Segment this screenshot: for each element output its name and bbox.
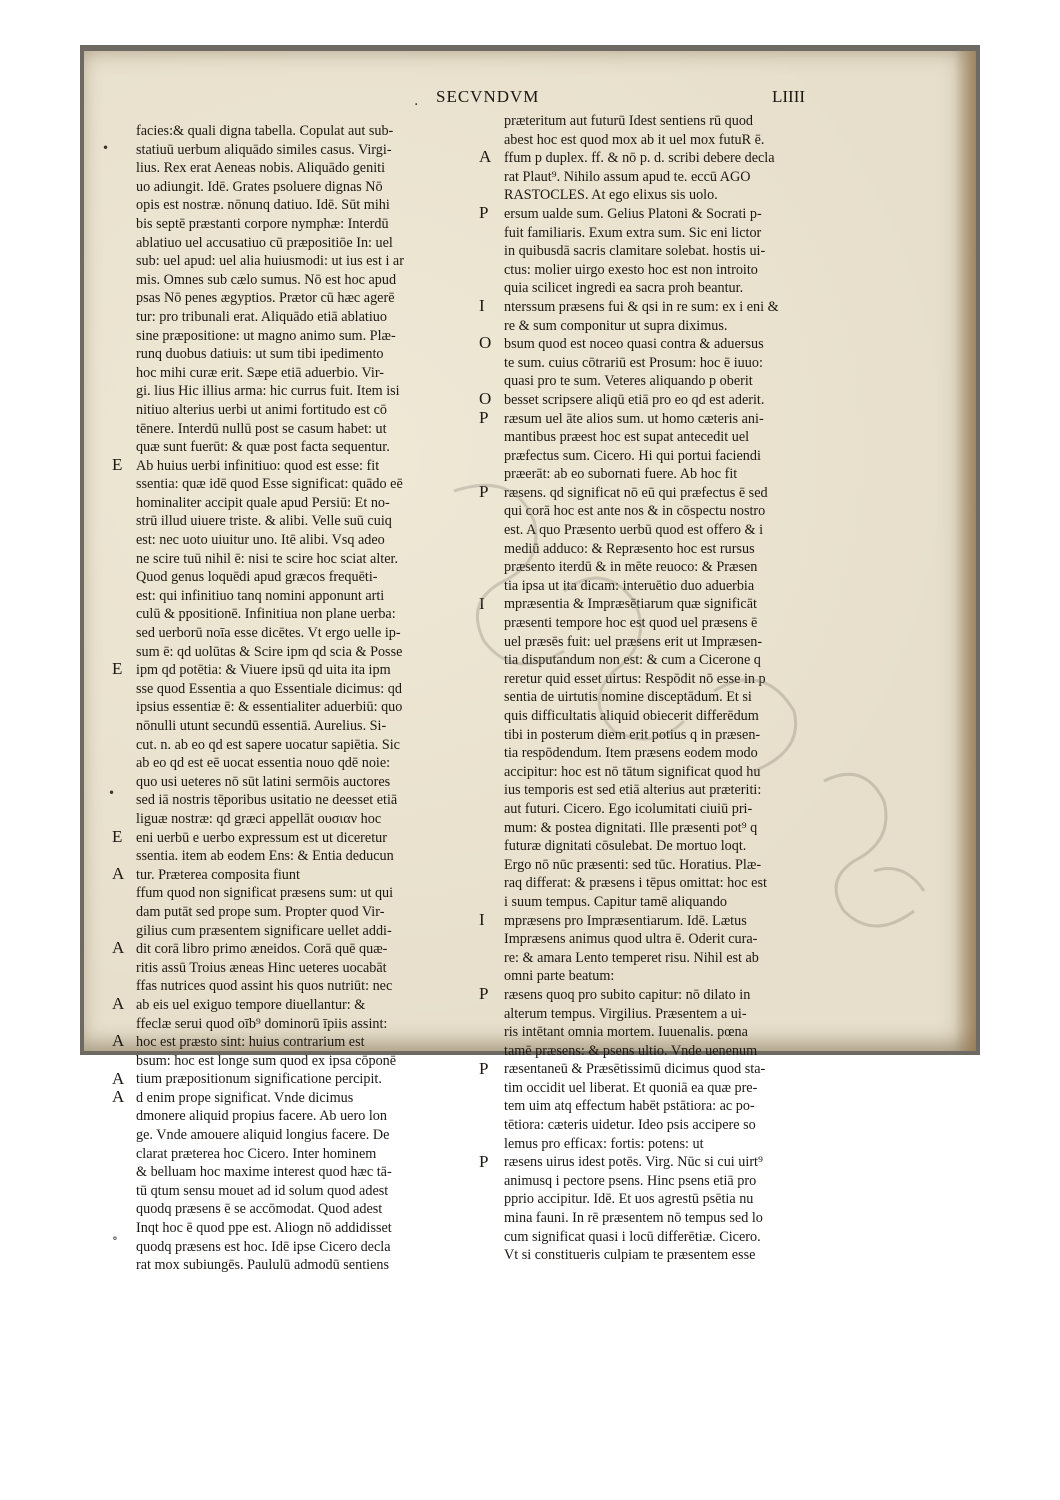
text-line: est: qui infinitiuo tanq nomini apponunt arti bbox=[136, 587, 385, 604]
text-line: Ab huius uerbi infinitiuo: quod est esse: fit bbox=[136, 457, 380, 474]
text-line: besset scripsere aliqū etiā pro eo qd est aderit. bbox=[504, 391, 765, 408]
text-line: mpræsens pro Impræsentiarum. Idē. Lætus bbox=[504, 912, 747, 929]
text-line: bsum quod est noceo quasi contra & aduersus bbox=[504, 336, 764, 353]
text-line: quodq præsens est hoc. Idē ipse Cicero decla bbox=[136, 1238, 391, 1255]
scanned-page-frame bbox=[80, 45, 980, 1274]
text-line: tū qtum sensu mouet ad id solum quod adest bbox=[136, 1182, 389, 1199]
running-head bbox=[84, 51, 976, 109]
text-line: i suum tempus. Capitur tamē aliquando bbox=[504, 893, 728, 910]
text-line: sed uerborū noīa esse dicētes. Vt ergo uelle ip- bbox=[136, 625, 401, 642]
text-line: ius temporis est sed etiā alterius aut præteriti: bbox=[504, 782, 762, 799]
text-line: reretur quid esset uirtus: Respōdit nō esse in p bbox=[504, 670, 766, 687]
text-line: facies:& quali digna tabella. Copulat aut sub- bbox=[136, 123, 394, 139]
text-line: RASTOCLES. At ego elixus sis uolo. bbox=[504, 187, 718, 204]
running-head-title: SECVNDVM bbox=[436, 87, 540, 106]
text-line: sentia de uirtutis nomine disceptādum. Et si bbox=[504, 689, 752, 706]
text-line: ffeclæ serui quod oīb⁹ dominorū īpiis assint: bbox=[136, 1015, 388, 1032]
text-line: culū & ppositionē. Infinitiua non plane uerba: bbox=[136, 606, 396, 623]
text-line: est. A quo Præsento uerbū quod est offero & i bbox=[504, 522, 764, 539]
text-line: eni uerbū e uerbo expressum est ut diceretur bbox=[136, 829, 387, 846]
text-line: Quod genus loquēdi apud græcos frequēti- bbox=[136, 569, 378, 586]
text-line: tur: pro tribunali erat. Aliquādo etiā ablatiuo bbox=[136, 308, 387, 325]
text-line: d enim prope significat. Vnde dicimus bbox=[136, 1089, 354, 1106]
text-line: ipsius essentiæ ē: & essentialiter aduerbiū: quo bbox=[136, 699, 403, 716]
text-line: uo adiungit. Idē. Grates psoluere dignas Nō bbox=[136, 178, 383, 195]
running-head-mark: . bbox=[414, 93, 419, 109]
text-line: nitiuo alterius uerbi ut animi fortitudo est cō bbox=[136, 401, 387, 418]
left-text-column bbox=[136, 122, 476, 1275]
text-line: mis. Omnes sub cælo sumus. Nō est hoc apud bbox=[136, 271, 397, 288]
text-line: ræsum uel āte alios sum. ut homo cæteris ani- bbox=[504, 410, 764, 427]
text-line: ablatiuo uel accusatiuo cū præpositiōe In: uel bbox=[136, 234, 393, 251]
text-line: ab eo qd est eē uocat essentia nouo qdē noie: bbox=[136, 755, 391, 772]
margin-initial: I bbox=[479, 296, 485, 315]
text-line: ersum ualde sum. Gelius Platoni & Socrati p- bbox=[504, 205, 762, 222]
text-line: sub: uel apud: uel alia huiusmodi: ut ius est i ar bbox=[136, 253, 404, 270]
margin-initial: P bbox=[479, 203, 489, 222]
text-line: tia ipsa ut ita dicam: interuētio duo aduerbia bbox=[504, 577, 755, 594]
text-line: sed iā nostris tēporibus usitatio ne deesset etiā bbox=[136, 792, 398, 809]
margin-initial: E bbox=[112, 454, 123, 474]
text-line: quasi pro te sum. Veteres aliquando p oberit bbox=[504, 373, 753, 390]
text-line: hominaliter accipit quale apud Persiū: Et no- bbox=[136, 494, 390, 511]
text-line: præsenti tempore hoc est quod uel præsens ē bbox=[504, 615, 758, 632]
text-line: ge. Vnde amouere aliquid longius facere. De bbox=[136, 1127, 390, 1144]
page-edge-shadow bbox=[954, 51, 976, 1051]
text-line: mum: & postea dignitati. Ille præsenti pot⁹ q bbox=[504, 819, 758, 836]
text-line: tētiora: cæteris uidetur. Ideo psis accipere so bbox=[504, 1117, 756, 1134]
text-line: psas Nō penes ægyptios. Prætor cū hæc agerē bbox=[136, 290, 395, 307]
margin-initial: I bbox=[479, 909, 485, 929]
text-line: tia respōdendum. Item præsens eodem modo bbox=[504, 745, 758, 762]
text-line: hoc est præsto sint: huius contrarium est bbox=[136, 1034, 365, 1051]
text-line: futuræ dignitati cōsulebat. De mortuo loqt. bbox=[504, 838, 747, 855]
text-line: ræsentaneū & Præsētissimū dicimus quod sta- bbox=[504, 1061, 766, 1078]
text-line: liguæ nostræ: qd græci appellāt ουσιαν hoc bbox=[136, 810, 382, 827]
text-line: quia scilicet ingredi ea sacra proh beantur. bbox=[504, 280, 744, 297]
text-line: tamē præsens: & psens ultio. Vnde uenenum bbox=[504, 1042, 758, 1059]
text-line: aut futuri. Cicero. Ego icolumitati ciuiū pri- bbox=[504, 800, 753, 817]
text-line: tim occidit uel liberat. Et quoniā ea quæ pre- bbox=[504, 1079, 758, 1096]
text-line: abest hoc est quod mox ab it uel mox futuR ē. bbox=[504, 131, 765, 148]
text-line: mediū adduco: & Repræsento hoc est rursus bbox=[504, 540, 755, 557]
right-text-column bbox=[504, 112, 844, 1265]
text-line: strū illud uiuere triste. & alibi. Velle suū cuiq bbox=[136, 513, 392, 530]
margin-initial: A bbox=[479, 147, 492, 167]
text-line: præerāt: ab eo subornati fuere. Ab hoc fit bbox=[504, 466, 738, 483]
text-line: præteritum aut futurū Idest sentiens rū quod bbox=[504, 113, 754, 129]
text-line: statiuū uerbum aliquādo similes casus. Virgi- bbox=[136, 141, 392, 158]
text-line: tibi in posterum diem erit potius q in præsen- bbox=[504, 726, 761, 743]
margin-initial: E bbox=[112, 659, 123, 679]
margin-initial: A bbox=[112, 1031, 125, 1051]
margin-initial: P bbox=[479, 407, 489, 427]
margin-initial: I bbox=[479, 593, 485, 613]
text-line: præsento iterdū & in mēte reuoco: & Præsen bbox=[504, 559, 758, 576]
text-line: rat Plaut⁹. Nihilo assum apud te. eccū AGO bbox=[504, 168, 751, 185]
margin-initial: P bbox=[479, 984, 489, 1004]
text-line: bis septē præstanti corpore nymphæ: Interdū bbox=[136, 215, 389, 232]
text-line: lius. Rex erat Aeneas nobis. Aliquādo geniti bbox=[136, 160, 386, 177]
text-line: re & sum componitur ut supra diximus. bbox=[504, 317, 728, 334]
text-line: gi. lius Hic illius arma: hic currus fuit. Item isi bbox=[136, 383, 400, 400]
text-line: mpræsentia & Impræsētiarum quæ significāt bbox=[504, 596, 757, 613]
text-line: ab eis uel exiguo tempore diuellantur: & bbox=[136, 996, 366, 1013]
text-line: Impræsens animus quod ultra ē. Oderit cura- bbox=[504, 931, 758, 948]
text-line: dit corā libro primo æneidos. Corā quē quæ- bbox=[136, 941, 388, 958]
text-line: cum significat quasi i locū differētiæ. Cicero. bbox=[504, 1228, 761, 1245]
text-line: quis difficultatis aliquid obiecerit differēdum bbox=[504, 708, 759, 724]
text-line: quo usi ueteres nō sūt latini sermōis auctores bbox=[136, 773, 391, 790]
text-line: te sum. cuius cōtrariū est Prosum: hoc ē iuuo: bbox=[504, 354, 763, 371]
text-line: ræsens. qd significat nō eū qui præfectus ē sed bbox=[504, 484, 768, 501]
text-line: ctus: molier uirgo exesto hoc est non introito bbox=[504, 261, 758, 278]
text-line: nōnulli utunt secundū essentiā. Aurelius. Si- bbox=[136, 718, 387, 734]
text-line: opis est nostræ. nōnunq datiuo. Idē. Sūt mihi bbox=[136, 197, 390, 214]
text-line: Inqt hoc ē quod ppe est. Aliogn nō addidisset bbox=[136, 1220, 392, 1237]
text-line: ssentia. item ab eodem Ens: & Entia deducun bbox=[136, 848, 394, 865]
text-line: ne scire tuū nihil ē: nisi te scire hoc sciat alter. bbox=[136, 550, 398, 567]
text-line: ræsens uirus idest potēs. Virg. Nūc si cui uirt⁹ bbox=[504, 1154, 763, 1171]
text-line: hoc mihi curæ erit. Sæpe etiā aduerbio. Vir- bbox=[136, 364, 385, 381]
ink-speck: • bbox=[102, 141, 110, 155]
ink-speck: • bbox=[108, 786, 116, 800]
margin-initial: A bbox=[112, 994, 125, 1014]
text-line: qui corā hoc est ante nos & in cōspectu nostro bbox=[504, 503, 766, 520]
text-line: bsum: hoc est longe sum quod ex ipsa cōponē bbox=[136, 1052, 397, 1069]
text-line: ffum p duplex. ff. & nō p. d. scribi debere decla bbox=[504, 150, 775, 167]
text-line: dmonere aliquid propius facere. Ab uero lon bbox=[136, 1108, 387, 1125]
text-line: ræsens quoq pro subito capitur: nō dilato in bbox=[504, 986, 751, 1003]
margin-initial: A bbox=[112, 1087, 125, 1107]
margin-initial: E bbox=[112, 826, 123, 846]
text-line: & belluam hoc maxime interest quod hæc tā- bbox=[136, 1164, 392, 1181]
text-line: clarat præterea hoc Cicero. Inter hominem bbox=[136, 1145, 377, 1162]
text-line: Vt si constitueris culpiam te præsentem esse bbox=[504, 1247, 756, 1264]
text-line: rat mox subiungēs. Paululū admodū sentiens bbox=[136, 1257, 389, 1274]
text-line: præfectus sum. Cicero. Hi qui portui faciendi bbox=[504, 447, 761, 464]
text-line: alterum tempus. Virgilius. Præsentem a ui- bbox=[504, 1005, 747, 1022]
text-line: ffum quod non significat præsens sum: ut qui bbox=[136, 885, 394, 902]
text-line: mantibus præest hoc est supat antecedit uel bbox=[504, 429, 750, 446]
text-line: cut. n. ab eo qd est sapere uocatur sapiētia. Sic bbox=[136, 736, 400, 753]
text-line: Ergo nō nūc præsenti: sed tūc. Horatius. Plæ- bbox=[504, 856, 762, 873]
text-line: in quibusdā sacris clamitare solebat. hostis ui- bbox=[504, 243, 766, 260]
text-line: raq differat: & præsens i tēpus omittat: hoc est bbox=[504, 875, 767, 892]
text-line: tium præpositionum significatione percipit. bbox=[136, 1071, 382, 1088]
text-line: mina fauni. In rē præsentem nō tempus sed lo bbox=[504, 1210, 763, 1227]
margin-initial: P bbox=[479, 1151, 489, 1171]
text-line: nterssum præsens fui & qsi in re sum: ex i eni & bbox=[504, 298, 779, 315]
text-line: ris intētant omnia mortem. Iuuenalis. pœna bbox=[504, 1024, 748, 1041]
ink-speck: ∘ bbox=[112, 1231, 118, 1245]
text-line: runq duobus datiuis: ut sum tibi ipedimento bbox=[136, 346, 384, 363]
text-line: gilius cum præsentem significare uellet addi- bbox=[136, 922, 392, 939]
text-line: quæ sunt fuerūt: & quæ post facta sequentur. bbox=[136, 439, 390, 456]
text-line: omni parte beatum: bbox=[504, 968, 615, 985]
text-line: tur. Præterea composita fiunt bbox=[136, 866, 300, 883]
text-line: tem uim atq effectum habēt pstātiora: ac po- bbox=[504, 1098, 755, 1115]
text-line: ritis assū Troius æneas Hinc ueteres uocabāt bbox=[136, 959, 387, 976]
text-line: tēnere. Interdū nullū post se casum habet: ut bbox=[136, 420, 387, 437]
text-line: quodq præsens ē se accōmodat. Quod adest bbox=[136, 1201, 383, 1218]
margin-initial: O bbox=[479, 389, 492, 408]
margin-initial: A bbox=[112, 1068, 125, 1088]
text-line: est: nec uoto uiuitur uno. Itē alibi. Vsq adeo bbox=[136, 532, 385, 549]
text-line: dam putāt sed prope sum. Propter quod Vir- bbox=[136, 903, 385, 920]
text-line: tia disputandum non est: & cum a Cicerone q bbox=[504, 652, 761, 669]
margin-initial: P bbox=[479, 482, 489, 501]
text-line: ipm qd potētia: & Viuere ipsū qd uita ita ipm bbox=[136, 662, 391, 679]
text-line: pprio accipitur. Idē. Et uos agrestū psētia nu bbox=[504, 1191, 754, 1208]
text-line: uel præsēs fuit: uel præsens erit ut Impræsen- bbox=[504, 633, 763, 650]
text-line: ssentia: quæ idē quod Esse significat: quādo eē bbox=[136, 476, 403, 493]
text-line: accipitur: hoc est nō tātum significat quod hu bbox=[504, 763, 761, 780]
text-line: fuit familiaris. Exum extra sum. Sic eni lictor bbox=[504, 224, 762, 241]
text-line: sum ē: qd uolūtas & Scire ipm qd scia & Posse bbox=[136, 643, 403, 660]
book-page bbox=[84, 51, 976, 1274]
text-line: sse quod Essentia a quo Essentiale dicimus: qd bbox=[136, 680, 402, 697]
text-line: lemus pro efficax: fortis: potens: ut bbox=[504, 1135, 704, 1152]
text-line: re: & amara Lento temperet risu. Nihil est ab bbox=[504, 949, 759, 966]
folio-number: LIIII bbox=[772, 87, 806, 106]
margin-initial: O bbox=[479, 333, 492, 353]
margin-initial: A bbox=[112, 938, 125, 958]
margin-initial: A bbox=[112, 864, 125, 883]
text-line: sine præpositione: ut magno animo sum. Plæ- bbox=[136, 327, 396, 344]
margin-initial: P bbox=[479, 1058, 489, 1078]
text-line: ffas nutrices quod assint his quos nutriūt: nec bbox=[136, 978, 393, 995]
text-line: animusq i pectore psens. Hinc psens etiā pro bbox=[504, 1172, 757, 1189]
